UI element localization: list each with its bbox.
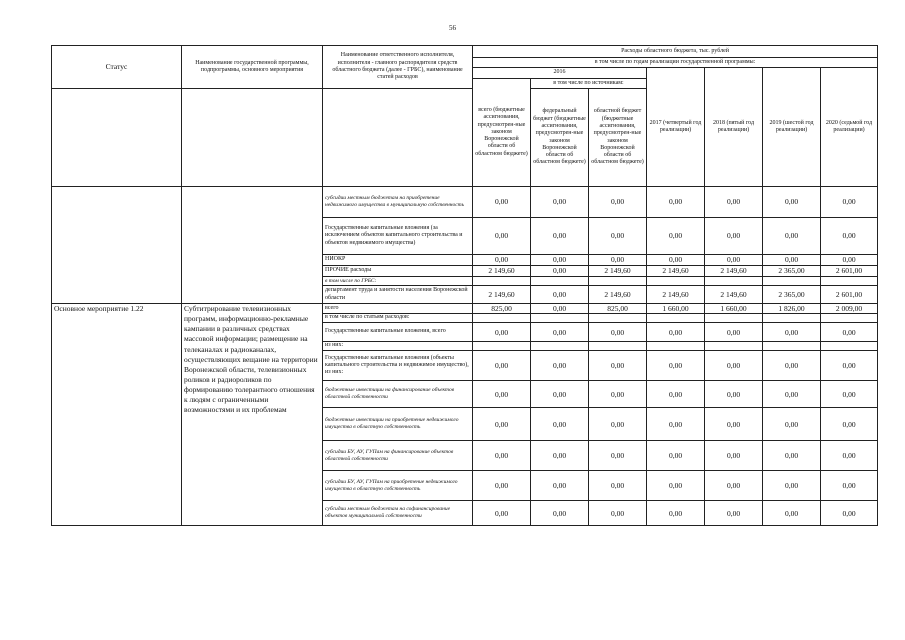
value-cell: 0,00 [705, 218, 763, 255]
value-cell: 2 149,60 [473, 286, 531, 304]
value-cell: 2 149,60 [705, 286, 763, 304]
value-cell: 0,00 [763, 381, 821, 408]
page-number: 56 [449, 24, 456, 32]
header-federal: федеральный бюджет (бюджетные ассигнования, предусмотрен-ные законом Воронежской области об областном бюджете) [531, 89, 589, 187]
value-cell: 0,00 [647, 351, 705, 381]
value-cell: 2 365,00 [763, 266, 821, 277]
value-cell: 825,00 [473, 304, 531, 314]
value-cell: 0,00 [821, 187, 878, 218]
header-regional: областной бюджет (бюджетные ассигнования, предусмотрен-ные законом Воронежской области об областном бюджете) [589, 89, 647, 187]
value-cell: 0,00 [531, 266, 589, 277]
value-cell: 2 009,00 [821, 304, 878, 314]
value-cell: 0,00 [647, 408, 705, 441]
value-cell: 2 149,60 [705, 266, 763, 277]
expense-item-label: ПРОЧИЕ расходы [323, 266, 473, 277]
value-cell: 0,00 [821, 218, 878, 255]
value-cell: 0,00 [647, 255, 705, 266]
header-status: Статус [52, 46, 182, 89]
budget-table [51, 45, 878, 526]
value-cell: 0,00 [647, 323, 705, 342]
value-cell: 0,00 [589, 255, 647, 266]
value-cell [589, 342, 647, 351]
value-cell: 0,00 [763, 255, 821, 266]
expense-item-label: всего [323, 304, 473, 314]
expense-item-label: субсидии местным бюджетам на софинансирование объектов муниципальной собственности [323, 501, 473, 526]
value-cell: 0,00 [705, 255, 763, 266]
header-year-2016: 2016 [473, 68, 647, 79]
value-cell: 2 149,60 [589, 266, 647, 277]
value-cell: 0,00 [763, 408, 821, 441]
value-cell: 0,00 [647, 471, 705, 501]
table-row [52, 187, 878, 218]
value-cell [821, 342, 878, 351]
value-cell: 0,00 [531, 323, 589, 342]
value-cell [763, 314, 821, 323]
value-cell: 0,00 [763, 187, 821, 218]
value-cell: 0,00 [705, 351, 763, 381]
expense-item-label: Государственные капитальные вложения (объекты капитального строительства и недвижимое имущество), из них: [323, 351, 473, 381]
value-cell [589, 314, 647, 323]
value-cell: 0,00 [705, 381, 763, 408]
expense-item-label: в том числе по ГРБС: [323, 277, 473, 286]
value-cell: 0,00 [589, 408, 647, 441]
header-2017: 2017 (четвертый год реализации) [647, 68, 705, 187]
value-cell: 0,00 [531, 218, 589, 255]
value-cell: 0,00 [473, 441, 531, 471]
value-cell: 0,00 [647, 501, 705, 526]
value-cell: 0,00 [531, 255, 589, 266]
value-cell: 0,00 [705, 187, 763, 218]
value-cell: 0,00 [821, 255, 878, 266]
value-cell: 0,00 [821, 323, 878, 342]
expense-item-label: субсидии БУ, АУ, ГУПам на финансирование объектов областной собственности [323, 441, 473, 471]
value-cell: 0,00 [821, 351, 878, 381]
header-total-2016: всего (бюджетные ассигнования, предусмотрен-ные законом Воронежской области об областном бюджете) [473, 79, 531, 187]
value-cell: 0,00 [531, 187, 589, 218]
value-cell [473, 277, 531, 286]
value-cell: 0,00 [705, 408, 763, 441]
value-cell: 0,00 [589, 501, 647, 526]
value-cell: 0,00 [821, 441, 878, 471]
value-cell: 0,00 [589, 351, 647, 381]
value-cell: 0,00 [589, 471, 647, 501]
value-cell: 0,00 [589, 441, 647, 471]
header-sources: в том числе по источникам: [531, 79, 647, 89]
value-cell: 0,00 [473, 255, 531, 266]
value-cell: 0,00 [473, 351, 531, 381]
value-cell [647, 314, 705, 323]
value-cell: 0,00 [531, 286, 589, 304]
value-cell: 0,00 [647, 187, 705, 218]
value-cell: 0,00 [763, 351, 821, 381]
value-cell: 0,00 [763, 471, 821, 501]
expense-item-label: из них: [323, 342, 473, 351]
expense-item-label: НИОКР [323, 255, 473, 266]
expense-item-label: департамент труда и занятости населения Воронежской области [323, 286, 473, 304]
expense-item-label: субсидии БУ, АУ, ГУПам на приобретение недвижимого имущества в областную собственность [323, 471, 473, 501]
value-cell: 2 601,00 [821, 286, 878, 304]
value-cell: 0,00 [705, 441, 763, 471]
expense-item-label: бюджетные инвестиции на финансирование объектов областной собственности [323, 381, 473, 408]
value-cell [821, 314, 878, 323]
value-cell [531, 314, 589, 323]
value-cell: 0,00 [821, 501, 878, 526]
value-cell [763, 342, 821, 351]
value-cell: 0,00 [473, 408, 531, 441]
header-2020: 2020 (седьмой год реализации) [821, 68, 878, 187]
value-cell: 0,00 [821, 471, 878, 501]
value-cell: 0,00 [589, 218, 647, 255]
value-cell: 1 660,00 [705, 304, 763, 314]
value-cell [705, 314, 763, 323]
header-2018: 2018 (пятый год реализации) [705, 68, 763, 187]
value-cell: 2 601,00 [821, 266, 878, 277]
value-cell: 0,00 [473, 501, 531, 526]
value-cell: 0,00 [705, 501, 763, 526]
value-cell: 0,00 [473, 187, 531, 218]
value-cell: 1 826,00 [763, 304, 821, 314]
value-cell: 0,00 [589, 323, 647, 342]
value-cell [531, 277, 589, 286]
header-expenses-title: Расходы областного бюджета, тыс. рублей [473, 46, 878, 58]
value-cell [531, 342, 589, 351]
value-cell: 0,00 [531, 471, 589, 501]
value-cell [647, 342, 705, 351]
value-cell: 0,00 [531, 501, 589, 526]
value-cell: 0,00 [763, 218, 821, 255]
value-cell: 2 149,60 [647, 286, 705, 304]
value-cell: 0,00 [763, 501, 821, 526]
value-cell: 2 365,00 [763, 286, 821, 304]
value-cell: 0,00 [821, 408, 878, 441]
value-cell: 0,00 [647, 441, 705, 471]
value-cell: 0,00 [705, 471, 763, 501]
expense-item-label: Государственные капитальные вложения, всего [323, 323, 473, 342]
value-cell: 0,00 [821, 381, 878, 408]
value-cell: 0,00 [473, 218, 531, 255]
value-cell: 0,00 [763, 323, 821, 342]
value-cell: 0,00 [589, 187, 647, 218]
table-row [52, 304, 878, 314]
program-cell-empty [182, 187, 323, 304]
header-program: Наименование государственной программы, подпрограммы, основного мероприятия [182, 46, 323, 89]
measure-program-title: Субтитрирование телевизионных программ, информационно-рекламные кампании в различных средствах массовой информации; размещение на телеканалах и радиоканалах, осуществляющих вещание на территории Воронежской области, телевизионных роликов и радиороликов по формированию толерантного отношения к людям с ограниченными возможностями и их проблемам [182, 304, 323, 526]
value-cell: 0,00 [531, 381, 589, 408]
value-cell: 2 149,60 [647, 266, 705, 277]
header-executor: Наименование ответственного исполнителя, исполнителя - главного распорядителя средств областного бюджета (далее - ГРБС), наименование статей расходов [323, 46, 473, 89]
value-cell [589, 277, 647, 286]
value-cell: 0,00 [647, 381, 705, 408]
value-cell [473, 342, 531, 351]
value-cell: 0,00 [531, 351, 589, 381]
expense-item-label: бюджетные инвестиции на приобретение недвижимого имущества в областную собственность [323, 408, 473, 441]
value-cell: 0,00 [473, 471, 531, 501]
value-cell: 0,00 [473, 381, 531, 408]
header-2019: 2019 (шестой год реализации) [763, 68, 821, 187]
value-cell: 0,00 [531, 441, 589, 471]
expense-item-label: Государственные капитальные вложения (за исключением объектов капитального строительства и объектов недвижимого имущества) [323, 218, 473, 255]
value-cell: 0,00 [589, 381, 647, 408]
value-cell [473, 314, 531, 323]
value-cell: 0,00 [531, 304, 589, 314]
value-cell: 0,00 [531, 408, 589, 441]
value-cell: 0,00 [763, 441, 821, 471]
value-cell [705, 342, 763, 351]
value-cell [763, 277, 821, 286]
value-cell [705, 277, 763, 286]
expense-item-label: субсидии местным бюджетам на приобретение недвижимого имущества в муниципальную собственность [323, 187, 473, 218]
value-cell: 2 149,60 [473, 266, 531, 277]
expense-item-label: в том числе по статьям расходов: [323, 314, 473, 323]
value-cell: 825,00 [589, 304, 647, 314]
value-cell: 0,00 [705, 323, 763, 342]
value-cell: 0,00 [473, 323, 531, 342]
value-cell [821, 277, 878, 286]
value-cell: 1 660,00 [647, 304, 705, 314]
value-cell [647, 277, 705, 286]
status-cell-empty [52, 187, 182, 304]
measure-status: Основное мероприятие 1.22 [52, 304, 182, 526]
value-cell: 0,00 [647, 218, 705, 255]
header-by-years: в том числе по годам реализации государственной программы: [473, 58, 878, 68]
value-cell: 2 149,60 [589, 286, 647, 304]
